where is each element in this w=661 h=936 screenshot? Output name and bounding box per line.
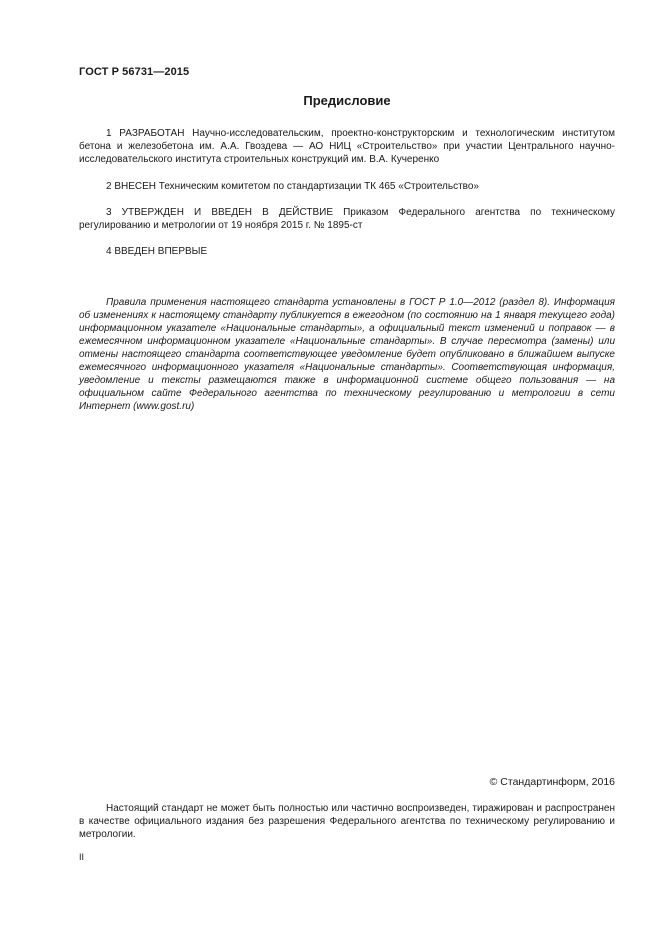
copyright-line: © Стандартинформ, 2016: [489, 776, 615, 788]
document-code-header: ГОСТ Р 56731—2015: [79, 66, 190, 78]
page-title: Предисловие: [303, 93, 391, 108]
paragraph-developed-by: 1 РАЗРАБОТАН Научно-исследовательским, проектно-конструкторским и технологическим институтом бетона и железобетона им. А.А. Гвоздева — АО НИЦ «Строительство» при участии Центрального научно-исследовательского института строительных конструкций им. В.А. Кучеренко: [79, 128, 615, 165]
reproduction-notice: Настоящий стандарт не может быть полностью или частично воспроизведен, тиражирован и распространен в качестве официального издания без разрешения Федерального агентства по техническому регулированию и метрологии.: [79, 803, 615, 840]
paragraph-approved: 3 УТВЕРЖДЕН И ВВЕДЕН В ДЕЙСТВИЕ Приказом Федерального агентства по техническому регулированию и метрологии от 19 ноября 2015 г. № 1895-ст: [79, 207, 615, 231]
paragraph-application-rules: Правила применения настоящего стандарта установлены в ГОСТ Р 1.0—2012 (раздел 8). Информация об изменениях к настоящему стандарту публикуется в ежегодном (по состоянию на 1 января текущего года) информационном указателе «Национальные стандарты», а официальный текст изменений и поправок — в ежемесячном информационном указателе «Национальные стандарты». В случае пересмотра (замены) или отмены настоящего стандарта соответствующее уведомление будет опубликовано в ближайшем выпуске ежемесячного информационного указателя «Национальные стандарты». Соответствующая информация, уведомление и тексты размещаются также в информационной системе общего пользования — на официальном сайте Федерального агентства по техническому регулированию и метрологии в сети Интернет (www.gost.ru): [79, 297, 615, 412]
paragraph-introduced-by: 2 ВНЕСЕН Техническим комитетом по стандартизации ТК 465 «Строительство»: [106, 181, 479, 192]
page-number: II: [79, 852, 85, 862]
paragraph-first-introduced: 4 ВВЕДЕН ВПЕРВЫЕ: [106, 246, 208, 257]
